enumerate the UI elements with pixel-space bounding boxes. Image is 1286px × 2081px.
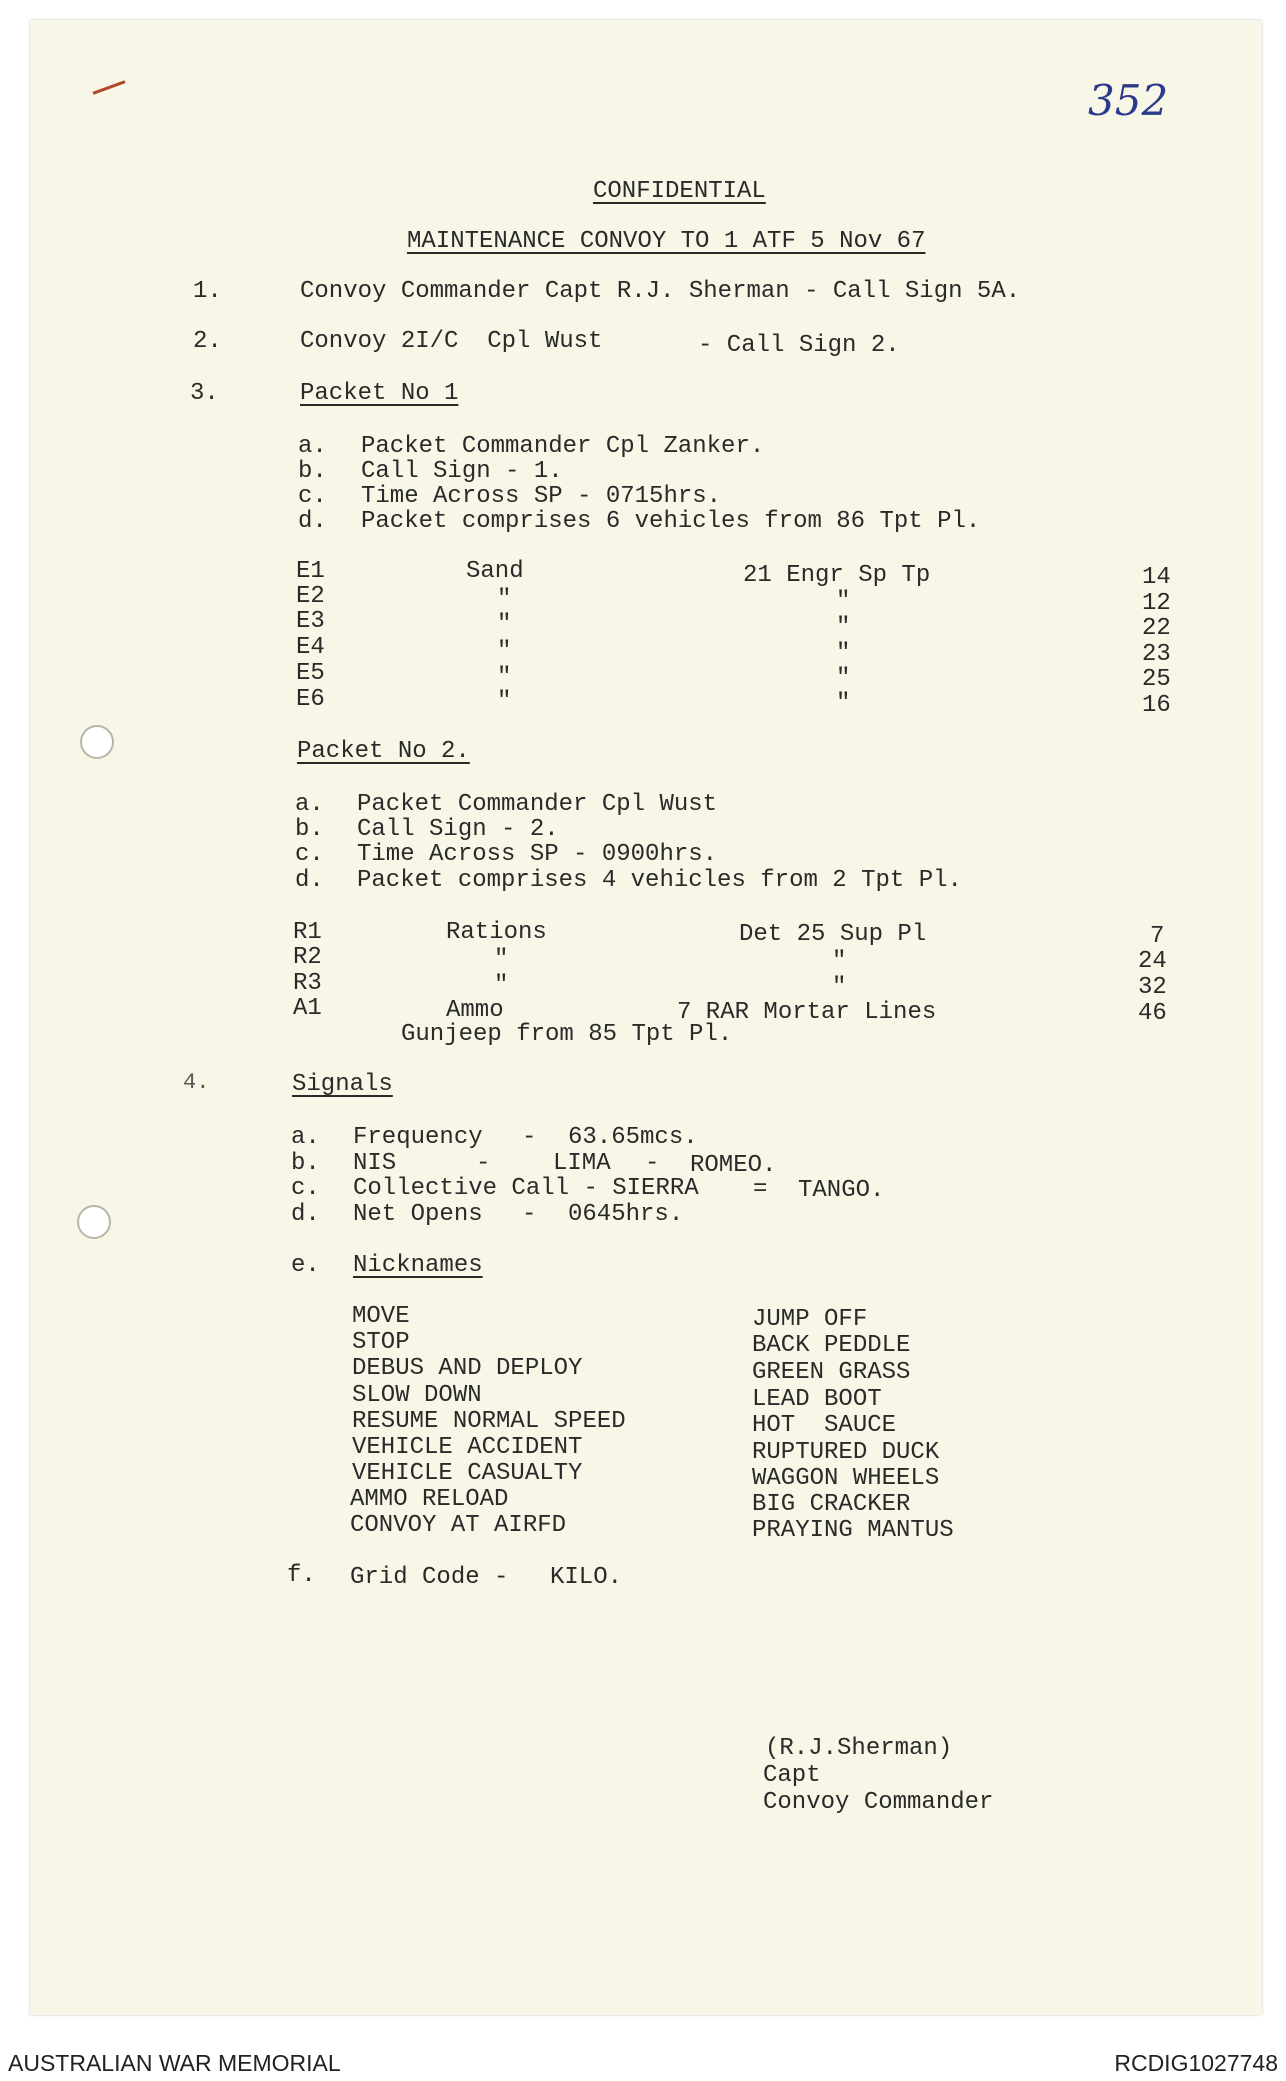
list-letter: a. bbox=[291, 1124, 320, 1151]
vehicle-load: " bbox=[497, 688, 512, 715]
punch-hole bbox=[77, 1205, 111, 1239]
vehicle-load: " bbox=[494, 972, 509, 999]
signal-text: Grid Code - bbox=[350, 1564, 509, 1591]
nickname-code: GREEN GRASS bbox=[752, 1359, 911, 1386]
item-text: Convoy 2I/C Cpl Wust bbox=[300, 328, 603, 355]
signal-dash: - bbox=[476, 1150, 491, 1177]
vehicle-load: Ammo bbox=[446, 997, 504, 1024]
vehicle-id: R2 bbox=[293, 944, 322, 971]
vehicle-id: E2 bbox=[296, 583, 325, 610]
vehicle-load: Sand bbox=[466, 558, 524, 585]
list-letter: b. bbox=[291, 1150, 320, 1177]
list-letter: d. bbox=[295, 867, 324, 894]
vehicle-id: A1 bbox=[293, 995, 322, 1022]
vehicle-destination: " bbox=[832, 974, 847, 1001]
vehicle-id: E4 bbox=[296, 634, 325, 661]
list-text: Packet comprises 4 vehicles from 2 Tpt Pl. bbox=[357, 867, 962, 894]
vehicle-destination: " bbox=[836, 690, 851, 717]
vehicle-destination: 7 RAR Mortar Lines bbox=[677, 999, 937, 1026]
vehicle-destination: Det 25 Sup Pl bbox=[739, 921, 927, 948]
footer-record-id: RCDIG1027748 bbox=[1114, 2050, 1278, 2076]
vehicle-load: " bbox=[497, 611, 512, 638]
section-heading: Packet No 1 bbox=[300, 380, 459, 407]
list-letter: a. bbox=[298, 433, 327, 460]
list-text: Time Across SP - 0900hrs. bbox=[357, 841, 718, 868]
vehicle-load: " bbox=[494, 946, 509, 973]
vehicle-number: 46 bbox=[1138, 1000, 1167, 1027]
vehicle-id: E6 bbox=[296, 686, 325, 713]
section-heading: Signals bbox=[292, 1071, 393, 1098]
nickname-meaning: AMMO RELOAD bbox=[350, 1486, 509, 1513]
signature-rank: Capt bbox=[763, 1762, 821, 1789]
list-letter: d. bbox=[291, 1201, 320, 1228]
signature-name: (R.J.Sherman) bbox=[765, 1735, 953, 1762]
vehicle-load: " bbox=[497, 586, 512, 613]
signal-value: ROMEO. bbox=[690, 1152, 777, 1179]
vehicle-id: R1 bbox=[293, 919, 322, 946]
signal-value: KILO. bbox=[550, 1564, 623, 1591]
signal-equals: = bbox=[753, 1176, 768, 1203]
list-text: Packet Commander Cpl Wust bbox=[357, 791, 718, 818]
nickname-code: WAGGON WHEELS bbox=[752, 1465, 940, 1492]
vehicle-number: 12 bbox=[1142, 590, 1171, 617]
vehicle-number: 25 bbox=[1142, 666, 1171, 693]
signal-dash: - bbox=[522, 1201, 537, 1228]
item-number: 4. bbox=[183, 1070, 210, 1095]
nickname-meaning: DEBUS AND DEPLOY bbox=[352, 1355, 583, 1382]
vehicle-load: " bbox=[497, 638, 512, 665]
list-letter: c. bbox=[298, 483, 327, 510]
vehicle-destination: " bbox=[836, 588, 851, 615]
item-text: Convoy Commander Capt R.J. Sherman - Call Sign 5A. bbox=[300, 278, 1021, 305]
rust-mark bbox=[93, 80, 126, 94]
signal-value: 63.65mcs. bbox=[568, 1124, 698, 1151]
list-letter: e. bbox=[291, 1252, 320, 1279]
list-text: Time Across SP - 0715hrs. bbox=[361, 483, 722, 510]
vehicle-destination: 21 Engr Sp Tp bbox=[743, 562, 931, 589]
signal-dash: - bbox=[522, 1124, 537, 1151]
nickname-code: JUMP OFF bbox=[752, 1306, 868, 1333]
signal-text: Collective Call - SIERRA bbox=[353, 1175, 699, 1202]
vehicle-destination: " bbox=[836, 640, 851, 667]
signal-label: Frequency bbox=[353, 1124, 483, 1151]
list-text: Packet Commander Cpl Zanker. bbox=[361, 433, 765, 460]
vehicle-load: Rations bbox=[446, 919, 547, 946]
vehicle-destination: " bbox=[832, 948, 847, 975]
list-letter: b. bbox=[295, 816, 324, 843]
document-page bbox=[30, 20, 1262, 2015]
nickname-meaning: STOP bbox=[352, 1329, 410, 1356]
signal-value: TANGO. bbox=[798, 1177, 885, 1204]
signature-role: Convoy Commander bbox=[763, 1789, 994, 1816]
section-heading: Packet No 2. bbox=[297, 738, 470, 765]
vehicle-number: 23 bbox=[1142, 641, 1171, 668]
nickname-meaning: VEHICLE ACCIDENT bbox=[352, 1434, 583, 1461]
nickname-code: LEAD BOOT bbox=[752, 1386, 882, 1413]
vehicle-number: 16 bbox=[1142, 692, 1171, 719]
vehicle-id: E1 bbox=[296, 558, 325, 585]
nickname-meaning: MOVE bbox=[352, 1303, 410, 1330]
signal-dash: - bbox=[645, 1150, 660, 1177]
list-text: Packet comprises 6 vehicles from 86 Tpt Pl. bbox=[361, 508, 981, 535]
item-number: 2. bbox=[193, 328, 222, 355]
list-letter: c. bbox=[295, 841, 324, 868]
call-sign: - Call Sign 2. bbox=[698, 332, 900, 359]
vehicle-destination: " bbox=[836, 614, 851, 641]
vehicle-number: 22 bbox=[1142, 615, 1171, 642]
nickname-code: BACK PEDDLE bbox=[752, 1332, 911, 1359]
nickname-meaning: VEHICLE CASUALTY bbox=[352, 1460, 583, 1487]
item-number: 1. bbox=[193, 278, 222, 305]
signal-value: 0645hrs. bbox=[568, 1201, 684, 1228]
vehicle-number: 7 bbox=[1150, 923, 1165, 950]
gunjeep-note: Gunjeep from 85 Tpt Pl. bbox=[401, 1021, 733, 1048]
vehicle-id: R3 bbox=[293, 970, 322, 997]
document-title: MAINTENANCE CONVOY TO 1 ATF 5 Nov 67 bbox=[407, 228, 926, 255]
nickname-meaning: RESUME NORMAL SPEED bbox=[352, 1408, 626, 1435]
vehicle-number: 24 bbox=[1138, 948, 1167, 975]
nickname-code: RUPTURED DUCK bbox=[752, 1439, 940, 1466]
list-letter: c. bbox=[291, 1175, 320, 1202]
nickname-meaning: SLOW DOWN bbox=[352, 1382, 482, 1409]
punch-hole bbox=[80, 725, 114, 759]
nickname-code: PRAYING MANTUS bbox=[752, 1517, 954, 1544]
list-text: Call Sign - 1. bbox=[361, 458, 563, 485]
handwritten-page-number: 352 bbox=[1088, 76, 1169, 125]
signal-label: NIS bbox=[353, 1150, 397, 1177]
vehicle-id: E5 bbox=[296, 660, 325, 687]
list-letter: d. bbox=[298, 508, 327, 535]
list-letter: f. bbox=[287, 1562, 316, 1589]
footer-source: AUSTRALIAN WAR MEMORIAL bbox=[8, 2050, 341, 2076]
list-text: Call Sign - 2. bbox=[357, 816, 559, 843]
list-letter: a. bbox=[295, 791, 324, 818]
vehicle-load: " bbox=[497, 664, 512, 691]
vehicle-number: 32 bbox=[1138, 974, 1167, 1001]
nickname-meaning: CONVOY AT AIRFD bbox=[350, 1512, 567, 1539]
nickname-code: HOT SAUCE bbox=[752, 1412, 897, 1439]
vehicle-id: E3 bbox=[296, 608, 325, 635]
signal-value: LIMA bbox=[553, 1150, 611, 1177]
item-number: 3. bbox=[190, 380, 219, 407]
nickname-code: BIG CRACKER bbox=[752, 1491, 911, 1518]
nicknames-heading: Nicknames bbox=[353, 1252, 483, 1279]
signal-label: Net Opens bbox=[353, 1201, 483, 1228]
list-letter: b. bbox=[298, 458, 327, 485]
vehicle-number: 14 bbox=[1142, 564, 1171, 591]
classification-heading: CONFIDENTIAL bbox=[593, 178, 766, 205]
vehicle-destination: " bbox=[836, 665, 851, 692]
